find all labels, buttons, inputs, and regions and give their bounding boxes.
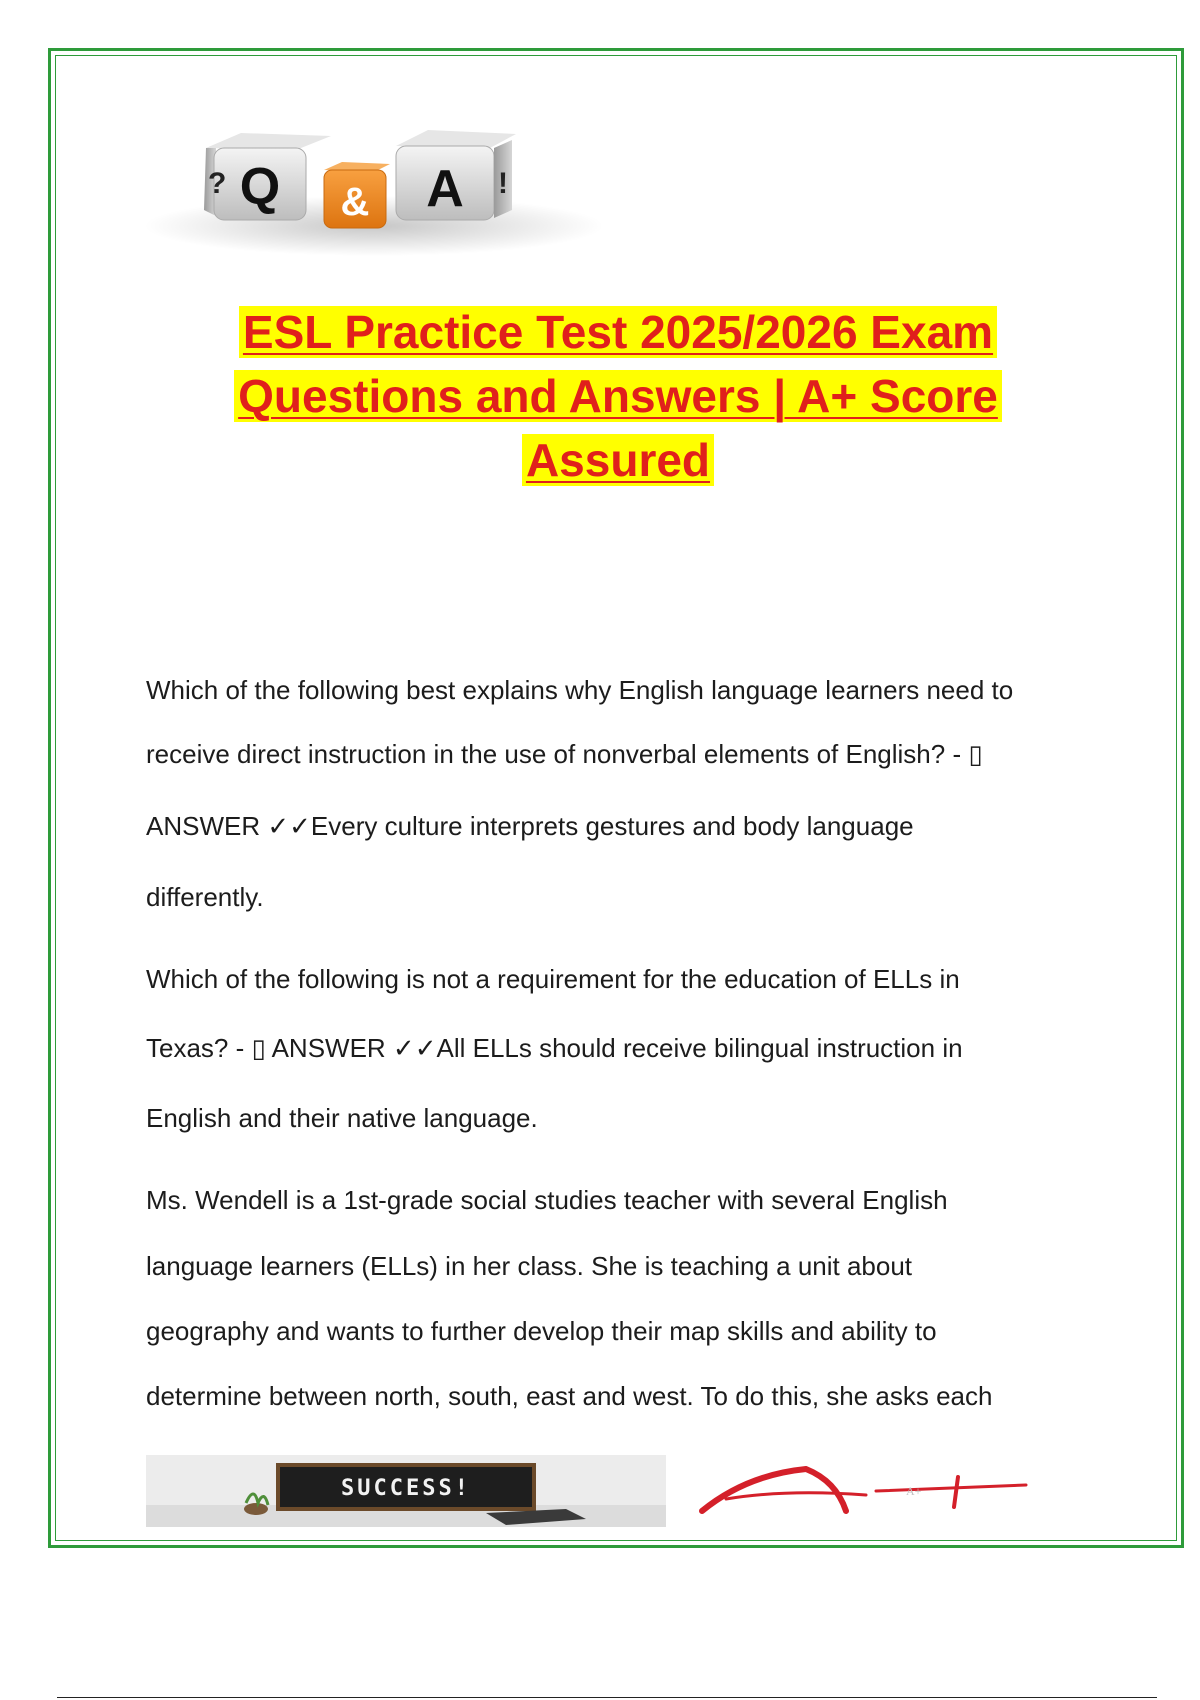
footer-images [146,1455,1046,1530]
die-ampersand-glyph: & [340,180,370,224]
die-a-side-glyph: ! [498,167,508,200]
die-q-letter: Q [239,158,281,216]
document-title [146,300,1090,492]
a-plus-grade-image [702,1469,1026,1511]
answer-2-line-1: English and their native language. [146,1103,538,1133]
answer-1-line-1: ANSWER ✓✓Every culture interprets gestures and body language [146,811,914,841]
answer-1-line-2: differently. [146,882,264,912]
bottom-rule [57,1697,1157,1698]
question-3-line-3: geography and wants to further develop their map skills and ability to [146,1316,937,1346]
question-2-line-1: Which of the following is not a requirement for the education of ELLs in [146,964,960,994]
die-a-letter: A [426,160,464,218]
question-3-line-1: Ms. Wendell is a 1st-grade social studies teacher with several English [146,1185,948,1215]
question-3-line-4: determine between north, south, east and west. To do this, she asks each [146,1381,993,1411]
chalkboard-text: SUCCESS! [341,1476,471,1501]
question-1-line-2: receive direct instruction in the use of nonverbal elements of English? - ▯ [146,739,983,769]
die-q-side-glyph: ? [208,167,227,200]
title-line-3: Assured [522,434,714,486]
die-a [396,130,516,220]
title-line-1: ESL Practice Test 2025/2026 Exam [239,306,997,358]
success-chalkboard-image [146,1455,666,1527]
grade-mark-text: A+ [906,1484,922,1498]
title-line-2: Questions and Answers | A+ Score [234,370,1002,422]
qa-dice-logo [146,118,601,268]
question-3-line-2: language learners (ELLs) in her class. She is teaching a unit about [146,1251,913,1281]
die-ampersand [324,162,390,228]
question-1-line-1: Which of the following best explains why English language learners need to [146,675,1014,705]
question-2-line-2: Texas? - ▯ ANSWER ✓✓All ELLs should receive bilingual instruction in [146,1033,963,1063]
